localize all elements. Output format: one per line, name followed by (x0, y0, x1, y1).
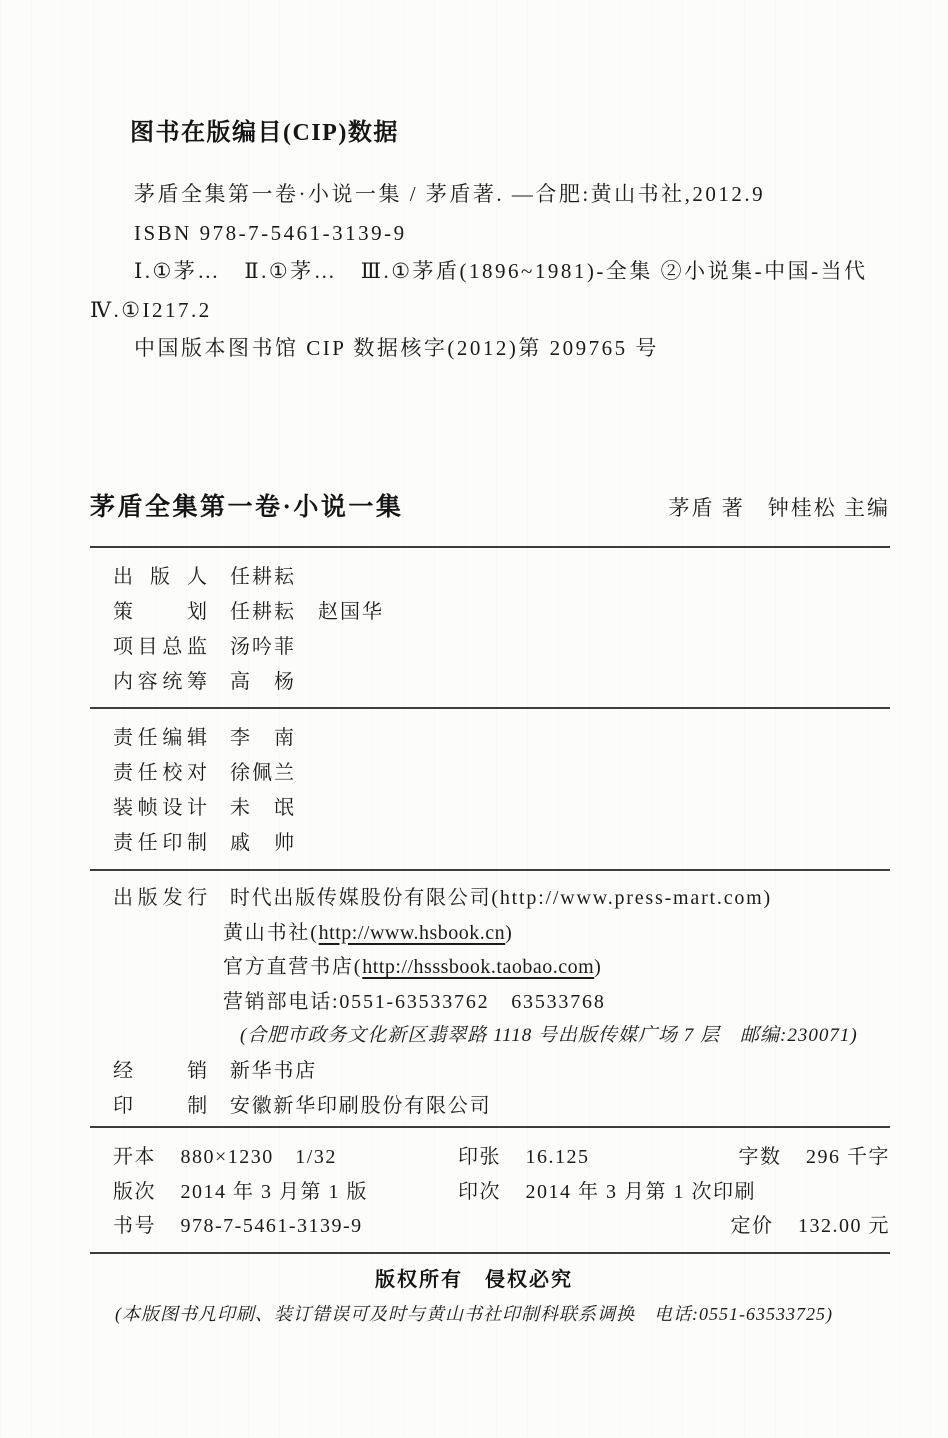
closing-paren: ) (505, 921, 514, 944)
book-title: 茅盾全集第一卷·小说一集 (90, 494, 404, 521)
staff-name: 戚 帅 (230, 832, 296, 854)
specs-row-2 (90, 1175, 890, 1210)
spec-book-number (113, 1209, 458, 1244)
official-store-line (90, 950, 910, 985)
book-title-row (90, 487, 890, 523)
marketing-phone-line: 营销部电话:0551-63533762 63533768 (223, 990, 606, 1013)
spec-price (731, 1209, 891, 1244)
imprint-url: http://www.hsbook.cn (318, 921, 506, 944)
spec-value: 978-7-5461-3139-9 (180, 1215, 363, 1237)
cip-classification-line-2: Ⅳ.①I217.2 (90, 297, 212, 322)
book-authors: 茅盾 著 钟桂松 主编 (668, 496, 890, 520)
spec-sheets (458, 1140, 590, 1175)
publishing-block (90, 881, 910, 1123)
store-url: http://hsssbook.taobao.com (362, 956, 595, 979)
spec-value: 2014 年 3 月第 1 次印刷 (525, 1180, 756, 1203)
staff-role-label: 责任编辑 (113, 727, 209, 749)
spec-value: 880×1230 1/32 (180, 1146, 337, 1168)
spec-label: 印张 (458, 1146, 501, 1168)
spec-value: 296 千字 (806, 1146, 890, 1168)
staff-row-publisher (90, 560, 900, 595)
staff-name: 高 杨 (230, 671, 296, 693)
spec-value: 132.00 元 (798, 1215, 890, 1237)
staff-editorial-block (90, 721, 900, 861)
cip-title-line: 茅盾全集第一卷·小说一集 / 茅盾著. —合肥:黄山书社,2012.9 (134, 182, 766, 206)
cip-heading: 图书在版编目(CIP)数据 (130, 120, 399, 146)
divider-rule (90, 546, 890, 548)
staff-row-planner (90, 595, 900, 630)
staff-row-print-supervisor (90, 826, 900, 861)
company-name: 时代出版传媒股份有限公司( (229, 887, 500, 909)
company-url: http://www.press-mart.com (499, 887, 764, 909)
spec-impression (458, 1175, 756, 1210)
spec-label: 印次 (458, 1180, 501, 1203)
staff-primary-block (90, 560, 900, 700)
specs-row-3 (90, 1209, 890, 1244)
spec-edition (113, 1175, 458, 1210)
copyright-rights-statement: 版权所有 侵权必究 (375, 1269, 573, 1291)
spec-word-count (739, 1140, 891, 1175)
divider-rule (90, 869, 890, 871)
publishing-label: 出版发行 (113, 887, 209, 909)
staff-role-label: 内容统筹 (113, 671, 209, 693)
distribution-label: 经 销 (113, 1059, 209, 1082)
distribution-value: 新华书店 (229, 1059, 318, 1082)
printing-label: 印 制 (113, 1094, 209, 1117)
spec-label: 字数 (738, 1146, 782, 1168)
closing-paren: ) (594, 956, 603, 979)
publishing-company-line (230, 887, 772, 909)
staff-name: 任耕耘 (230, 566, 296, 588)
publishing-row (90, 881, 910, 916)
cip-record-number-line: 中国版本图书馆 CIP 数据核字(2012)第 209765 号 (134, 336, 659, 360)
printing-value: 安徽新华印刷股份有限公司 (229, 1094, 492, 1117)
staff-role-label: 责任印制 (113, 832, 209, 854)
staff-row-project-director (90, 630, 900, 665)
staff-row-proofreader (90, 756, 900, 791)
staff-role-label: 项目总监 (113, 636, 209, 658)
staff-role-label: 责任校对 (113, 762, 209, 784)
spec-label: 开本 (113, 1146, 156, 1168)
exchange-note: (本版图书凡印刷、装订错误可及时与黄山书社印制科联系调换 电话:0551-63533725) (115, 1304, 833, 1324)
staff-role-label: 装帧设计 (113, 797, 209, 819)
spec-label: 版次 (113, 1180, 156, 1203)
cip-data-block (90, 112, 900, 368)
staff-name: 李 南 (230, 727, 296, 749)
print-specs-table (90, 1140, 890, 1244)
cip-isbn-line: ISBN 978-7-5461-3139-9 (134, 220, 407, 245)
staff-name: 汤吟菲 (230, 636, 296, 658)
divider-rule (90, 1126, 890, 1128)
publisher-address-line: (合肥市政务文化新区翡翠路 1118 号出版传媒广场 7 层 邮编:230071) (240, 1025, 858, 1047)
publisher-imprint-line (90, 916, 910, 951)
staff-row-responsible-editor (90, 721, 900, 756)
closing-paren: ) (763, 887, 773, 909)
spec-value: 2014 年 3 月第 1 版 (180, 1180, 368, 1203)
store-name: 官方直营书店( (223, 956, 363, 979)
staff-name: 未 氓 (230, 797, 296, 819)
spec-label: 书号 (113, 1215, 156, 1237)
spec-value: 16.125 (525, 1146, 590, 1168)
staff-role-label: 出 版 人 (113, 566, 209, 588)
spec-format (113, 1140, 458, 1175)
imprint-name: 黄山书社( (223, 921, 319, 944)
staff-role-label: 策 划 (113, 601, 209, 623)
printing-row (90, 1089, 910, 1124)
specs-row-1 (90, 1140, 890, 1175)
staff-name: 徐佩兰 (230, 762, 296, 784)
staff-row-designer (90, 791, 900, 826)
divider-rule (90, 707, 890, 709)
spec-label: 定价 (730, 1215, 774, 1237)
divider-rule (90, 1252, 890, 1254)
staff-row-content-coordinator (90, 665, 900, 700)
cip-classification-line-1: Ⅰ.①茅… Ⅱ.①茅… Ⅲ.①茅盾(1896~1981)-全集 ②小说集-中国-当代 (134, 259, 868, 283)
staff-name: 任耕耘 赵国华 (230, 601, 384, 623)
distribution-row (90, 1054, 910, 1089)
